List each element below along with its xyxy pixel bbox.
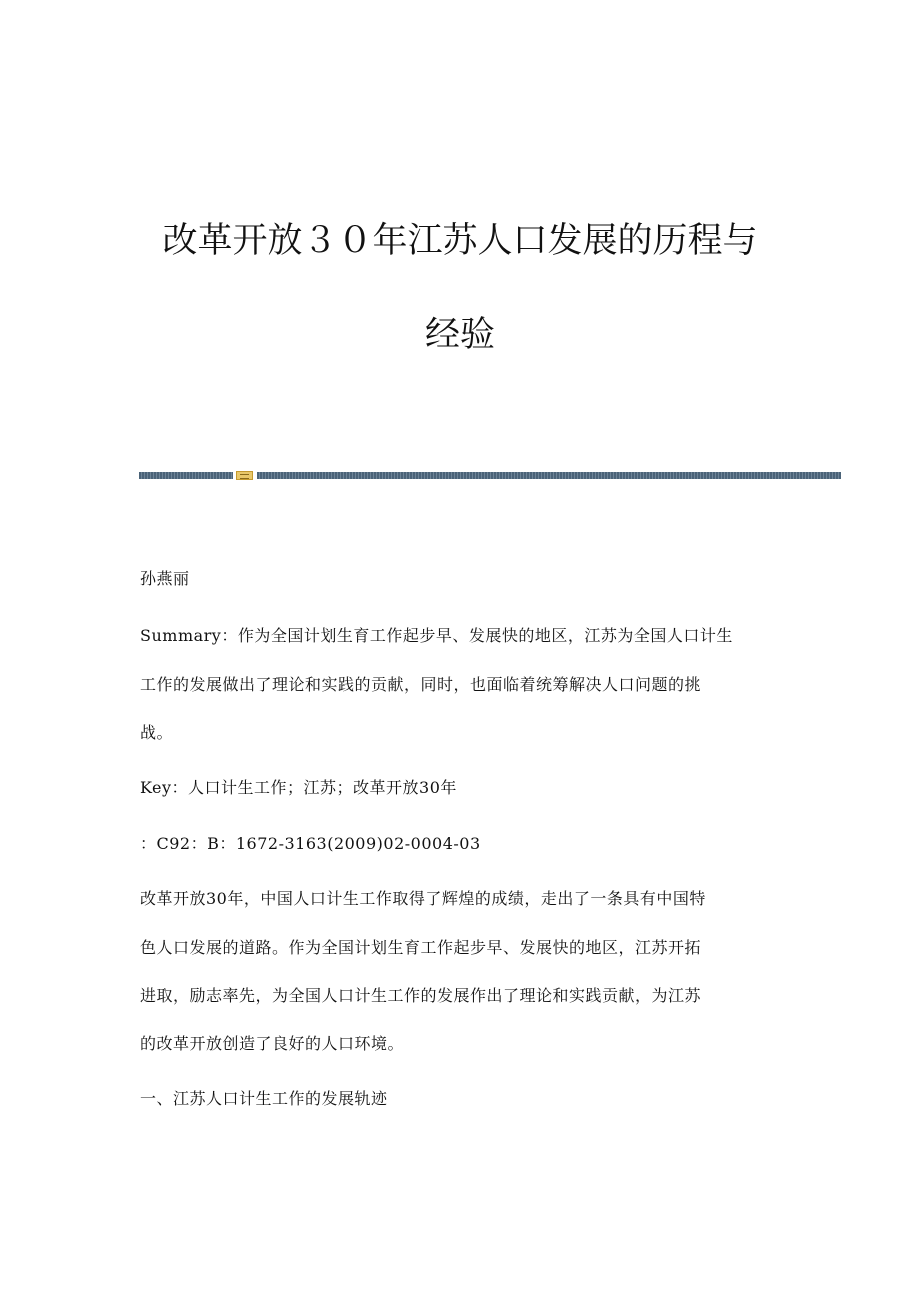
- keywords-line: Key：人口计生工作；江苏；改革开放30年: [140, 778, 457, 797]
- document-title-line-1: 改革开放３０年江苏人口发展的历程与: [162, 221, 758, 261]
- section-heading: 一、江苏人口计生工作的发展轨迹: [140, 1089, 388, 1108]
- summary-line-3: 战。: [140, 723, 174, 742]
- divider-ornament-icon: [236, 471, 253, 480]
- body-line-4: 的改革开放创造了良好的人口环境。: [140, 1034, 405, 1053]
- divider-bar-right: [257, 472, 841, 479]
- classification-line: ：C92：B：1672-3163(2009)02-0004-03: [140, 834, 481, 853]
- body-line-3: 进取，励志率先，为全国人口计生工作的发展作出了理论和实践贡献，为江苏: [140, 986, 702, 1005]
- document-title-line-2: 经验: [424, 315, 495, 355]
- body-line-2: 色人口发展的道路。作为全国计划生育工作起步早、发展快的地区，江苏开拓: [140, 938, 702, 957]
- summary-line-1: Summary：作为全国计划生育工作起步早、发展快的地区，江苏为全国人口计生: [140, 626, 733, 645]
- divider-bar-left: [139, 472, 233, 479]
- author-name: 孙燕丽: [140, 569, 190, 588]
- summary-line-2: 工作的发展做出了理论和实践的贡献，同时，也面临着统筹解决人口问题的挑: [140, 675, 702, 694]
- body-line-1: 改革开放30年，中国人口计生工作取得了辉煌的成绩，走出了一条具有中国特: [140, 889, 706, 908]
- title-divider: [139, 471, 841, 481]
